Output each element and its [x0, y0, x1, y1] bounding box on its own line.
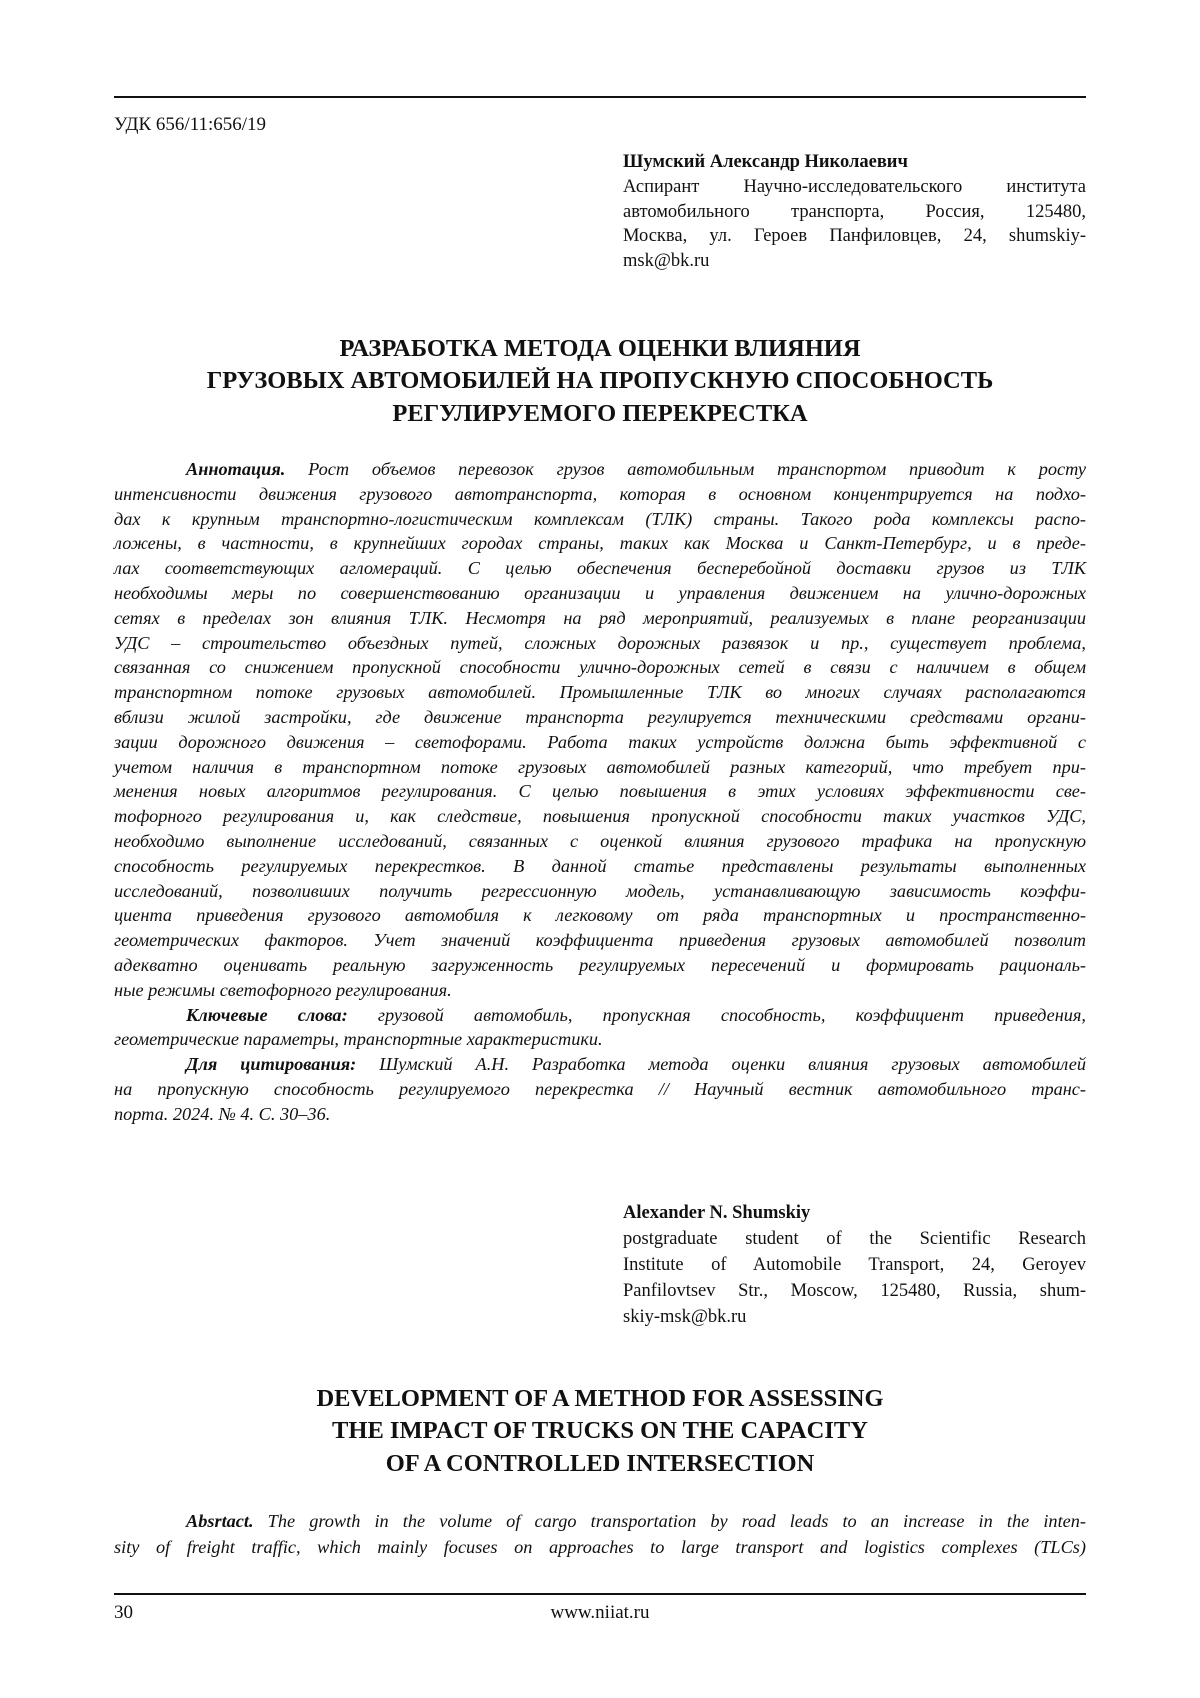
- line-text: исследований, позволивших получить регрессионную модель, устанавливающую зависимость коэффи-: [114, 880, 1086, 901]
- text-line: [114, 978, 1086, 1003]
- text-line: [114, 507, 1086, 532]
- line-text: транспортном потоке грузовых автомобилей. Промышленные ТЛК во многих случаях располагаются: [114, 682, 1086, 703]
- text-line: [114, 903, 1086, 928]
- text-line: [114, 730, 1086, 755]
- text-line: [114, 1077, 1086, 1102]
- line-text: учетом наличия в транспортном потоке грузовых автомобилей разных категорий, что требует при-: [114, 756, 1086, 777]
- text-line: [114, 655, 1086, 680]
- line-text: необходимы меры по совершенствованию организации и управления движением на улично-дорожных: [114, 582, 1086, 603]
- en-author-block: [623, 1200, 1086, 1330]
- page-number: 30: [114, 1602, 133, 1623]
- line-text: skiy-msk@bk.ru: [623, 1307, 747, 1327]
- line-text: Аспирант Научно-исследовательского института: [623, 176, 1086, 197]
- text-line: [114, 482, 1086, 507]
- line-text: ложены, в частности, в крупнейших городах страны, таких как Москва и Санкт-Петербург, и в преде-: [114, 533, 1086, 554]
- text-line: [114, 953, 1086, 978]
- title-line: DEVELOPMENT OF A METHOD FOR ASSESSING: [316, 1385, 884, 1412]
- ru-author-block: [623, 150, 1086, 274]
- line-text: интенсивности движения грузового автотранспорта, которая в основном концентрируется на подхо-: [114, 483, 1086, 504]
- text-line: [114, 705, 1086, 730]
- en-author-name: Alexander N. Shumskiy: [623, 1203, 811, 1223]
- annotation-paragraph: [114, 457, 1086, 1003]
- line-text: sity of freight traffic, which mainly focuses on approaches to large transport and logistics complexes (TLCs): [114, 1537, 1086, 1557]
- line-text: Рост объемов перевозок грузов автомобильным транспортом приводит к росту: [285, 459, 1086, 479]
- affiliation-line: [623, 1226, 1086, 1252]
- header-rule: [114, 96, 1086, 98]
- line-text: вблизи жилой застройки, где движение транспорта регулируется техническими средствами органи-: [114, 706, 1086, 727]
- text-line: [114, 1508, 1086, 1534]
- title-line: ГРУЗОВЫХ АВТОМОБИЛЕЙ НА ПРОПУСКНУЮ СПОСОБНОСТЬ: [206, 367, 994, 395]
- line-text: способность регулируемых перекрестков. В данной статье представлены результаты выполненных: [114, 855, 1086, 876]
- text-line: [114, 1102, 1086, 1127]
- text-line: [114, 879, 1086, 904]
- text-line: [114, 1052, 1086, 1077]
- line-text: грузовой автомобиль, пропускная способность, коэффициент приведения,: [347, 1004, 1086, 1025]
- affiliation-line: [623, 224, 1086, 249]
- footer-rule: [114, 1593, 1086, 1595]
- title-line: OF A CONTROLLED INTERSECTION: [385, 1449, 815, 1477]
- text-line: [114, 779, 1086, 804]
- line-text: зации дорожного движения – светофорами. Работа таких устройств должна быть эффективной с: [114, 731, 1086, 752]
- text-line: [114, 1027, 1086, 1052]
- line-text: геометрических факторов. Учет значений коэффициента приведения грузовых автомобилей позволит: [114, 930, 1086, 951]
- en-abstract: [114, 1508, 1086, 1560]
- affiliation-line: [623, 1252, 1086, 1278]
- title-line: РАЗРАБОТКА МЕТОДА ОЦЕНКИ ВЛИЯНИЯ: [339, 335, 861, 362]
- ru-author-name: Шумский Александр Николаевич: [623, 152, 908, 172]
- ru-annotation: [114, 457, 1086, 1127]
- text-line: [114, 631, 1086, 656]
- line-text: необходимо выполнение исследований, связанных с оценкой влияния грузового трафика на пропускную: [114, 830, 1086, 851]
- text-line: [114, 829, 1086, 854]
- website-link[interactable]: www.niiat.ru: [550, 1602, 650, 1623]
- line-text: тофорного регулирования и, как следствие, повышения пропускной способности таких участков УДС,: [114, 806, 1086, 827]
- annotation-label: Аннотация.: [186, 459, 286, 479]
- line-text: дах к крупным транспортно-логистическим комплексам (ТЛК) страны. Такого рода комплексы распо-: [114, 508, 1086, 529]
- citation-label: Для цитирования:: [186, 1054, 357, 1075]
- text-line: [114, 804, 1086, 829]
- text-line: [114, 755, 1086, 780]
- text-line: [114, 457, 1086, 482]
- line-text: msk@bk.ru: [623, 251, 710, 272]
- line-text: Institute of Automobile Transport, 24, Geroyev: [623, 1255, 1086, 1275]
- affiliation-line: [623, 1278, 1086, 1304]
- udc-code: УДК 656/11:656/19: [114, 114, 267, 135]
- line-text: связанная со снижением пропускной способности улично-дорожных сетей в связи с наличием в общем: [114, 657, 1086, 678]
- citation-paragraph: [114, 1052, 1086, 1126]
- text-line: [114, 556, 1086, 581]
- line-text: Шумский А.Н. Разработка метода оценки влияния грузовых автомобилей: [356, 1054, 1086, 1075]
- line-text: адекватно оценивать реальную загруженность регулируемых пересечений и формировать рациональ-: [114, 954, 1086, 975]
- abstract-label: Absrtact.: [186, 1511, 254, 1531]
- title-line: РЕГУЛИРУЕМОГО ПЕРЕКРЕСТКА: [392, 399, 808, 427]
- title-line: THE IMPACT OF TRUCKS ON THE CAPACITY: [332, 1417, 868, 1445]
- text-line: [114, 680, 1086, 705]
- text-line: [114, 606, 1086, 631]
- affiliation-line: [623, 175, 1086, 200]
- line-text: лах соответствующих агломераций. С целью обеспечения бесперебойной доставки грузов из ТЛК: [114, 558, 1086, 579]
- line-text: циента приведения грузового автомобиля к легковому от ряда транспортных и пространственно-: [114, 905, 1086, 926]
- line-text: Москва, ул. Героев Панфиловцев, 24, shumskiy-: [623, 226, 1086, 247]
- abstract-paragraph: [114, 1508, 1086, 1560]
- affiliation-line: [623, 1304, 1086, 1330]
- text-line: [114, 531, 1086, 556]
- en-title: [114, 1383, 1086, 1480]
- text-line: [114, 581, 1086, 606]
- line-text: The growth in the volume of cargo transportation by road leads to an increase in the inten-: [253, 1511, 1086, 1531]
- ru-affiliation: [623, 175, 1086, 274]
- affiliation-line: [623, 200, 1086, 225]
- line-text: менения новых алгоритмов регулирования. С целью повышения в этих условиях эффективности све-: [114, 781, 1086, 802]
- line-text: postgraduate student of the Scientific Research: [623, 1229, 1086, 1249]
- line-text: автомобильного транспорта, Россия, 125480,: [623, 201, 1086, 222]
- ru-title: [114, 333, 1086, 430]
- text-line: [114, 1534, 1086, 1560]
- keywords-paragraph: [114, 1003, 1086, 1053]
- line-text: геометрические параметры, транспортные характеристики.: [114, 1029, 603, 1050]
- keywords-label: Ключевые слова:: [186, 1004, 348, 1025]
- affiliation-line: [623, 249, 1086, 274]
- line-text: Panfilovtsev Str., Moscow, 125480, Russia, shum-: [623, 1281, 1086, 1301]
- text-line: [114, 854, 1086, 879]
- line-text: ные режимы светофорного регулирования.: [114, 979, 452, 1000]
- line-text: порта. 2024. № 4. С. 30–36.: [114, 1103, 331, 1124]
- text-line: [114, 1003, 1086, 1028]
- line-text: сетях в пределах зон влияния ТЛК. Несмотря на ряд мероприятий, реализуемых в плане реорганизации: [114, 607, 1086, 628]
- text-line: [114, 928, 1086, 953]
- line-text: УДС – строительство объездных путей, сложных дорожных развязок и пр., существует проблема,: [114, 632, 1086, 653]
- line-text: на пропускную способность регулируемого перекрестка // Научный вестник автомобильного транс-: [114, 1078, 1086, 1099]
- en-affiliation: [623, 1226, 1086, 1330]
